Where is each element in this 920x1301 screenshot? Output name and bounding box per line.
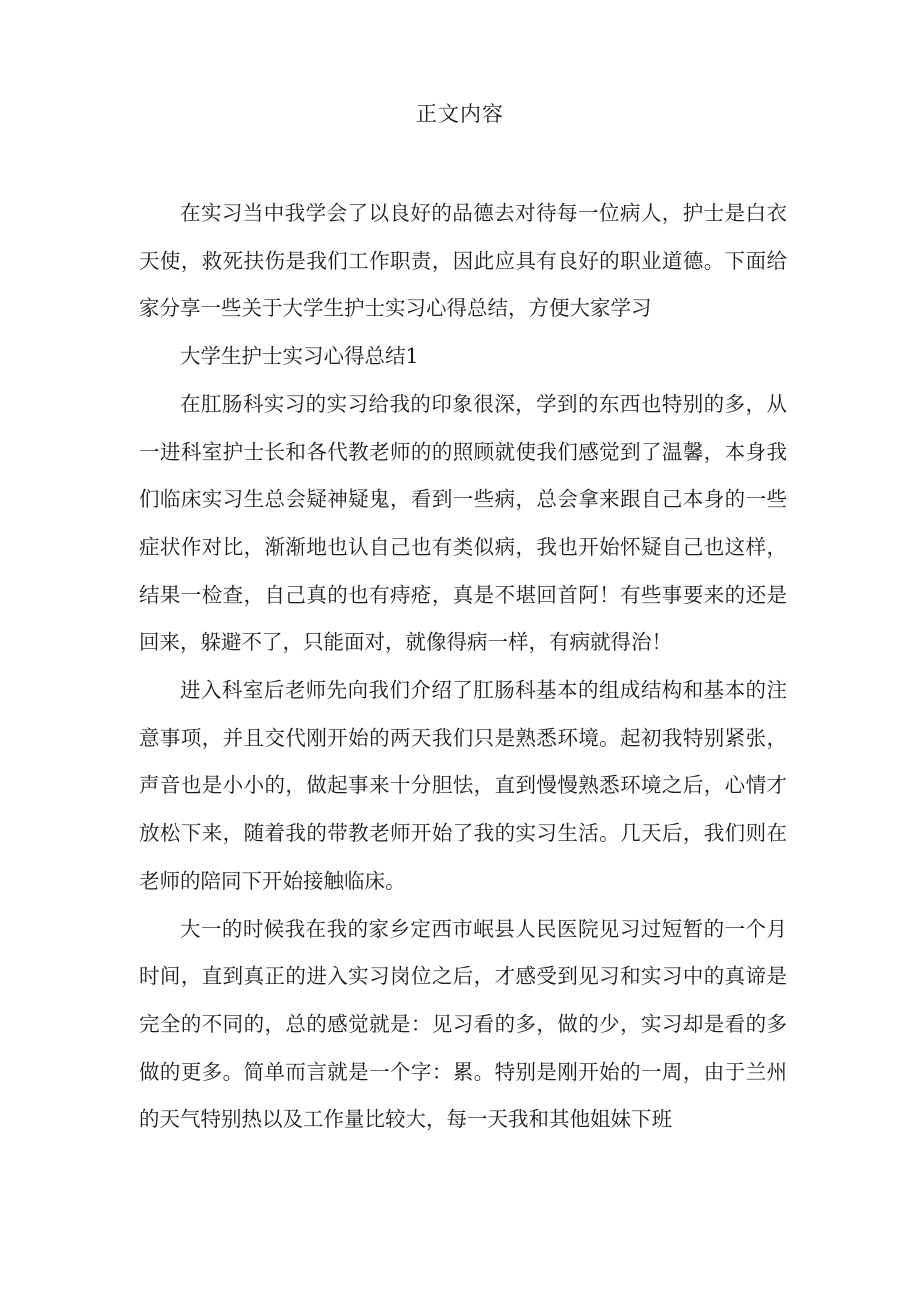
intro-paragraph: 在实习当中我学会了以良好的品德去对待每一位病人，护士是白衣天使，救死扶伤是我们工作职责，因此应具有良好的职业道德。下面给家分享一些关于大学生护士实习心得总结，方便大家学习 — [139, 201, 787, 321]
body-paragraph: 在肛肠科实习的实习给我的印象很深，学到的东西也特别的多，从一进科室护士长和各代教老师的的照顾就使我们感觉到了温馨，本身我们临床实习生总会疑神疑鬼，看到一些病，总会拿来跟自己本身的一些症状作对比，渐渐地也认自己也有类似病，我也开始怀疑自己也这样，结果一检查，自己真的也有痔疮，真是不堪回首阿！有些事要来的还是回来，躲避不了，只能面对，就像得病一样，有病就得治！ — [139, 391, 787, 655]
body-paragraph: 进入科室后老师先向我们介绍了肛肠科基本的组成结构和基本的注意事项，并且交代刚开始的两天我们只是熟悉环境。起初我特别紧张，声音也是小小的，做起事来十分胆怯，直到慢慢熟悉环境之后，心情才放松下来，随着我的带教老师开始了我的实习生活。几天后，我们则在老师的陪同下开始接触临床。 — [139, 678, 787, 893]
body-text — [139, 190, 787, 1144]
section-heading: 大学生护士实习心得总结1 — [180, 344, 419, 369]
body-paragraph: 大一的时候我在我的家乡定西市岷县人民医院见习过短暂的一个月时间，直到真正的进入实习岗位之后，才感受到见习和实习中的真谛是完全的不同的，总的感觉就是：见习看的多，做的少，实习却是看的多做的更多。简单而言就是一个字：累。特别是刚开始的一周，由于兰州的天气特别热以及工作量比较大，每一天我和其他姐妹下班 — [139, 916, 787, 1132]
page-title: 正文内容 — [416, 102, 504, 126]
